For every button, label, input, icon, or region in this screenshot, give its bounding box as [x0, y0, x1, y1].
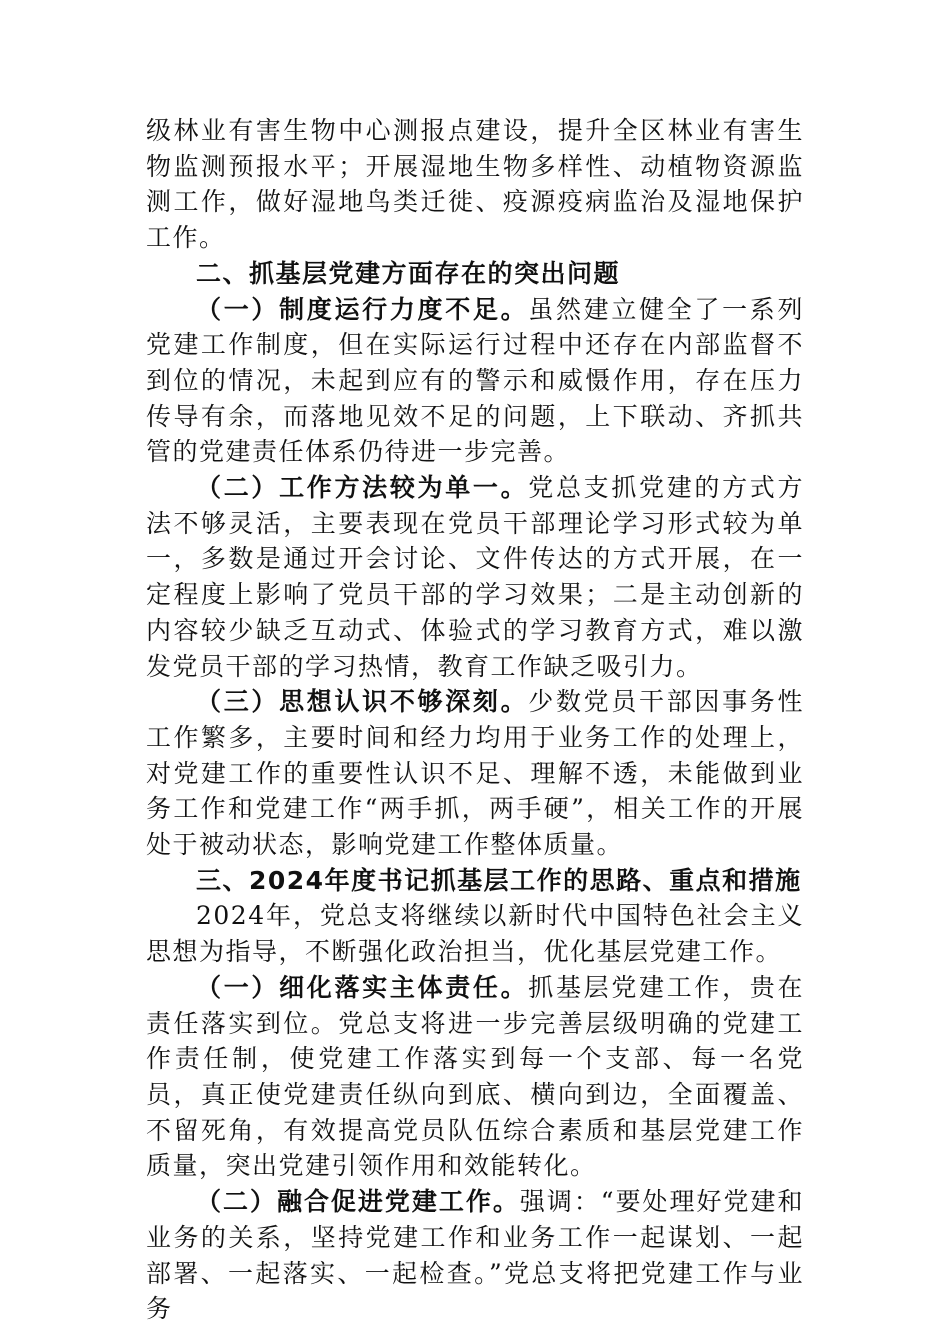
paragraph-body: 强调：“要处理好党建和业务的关系，坚持党建工作和业务工作一起谋划、一起部署、一起落实、一起检查。”党总支将把党建工作与业务	[146, 1187, 804, 1324]
paragraph-intro-2024: 2024年，党总支将继续以新时代中国特色社会主义思想为指导，不断强化政治担当，优化基层党建工作。	[146, 901, 804, 967]
paragraph-body: 党总支抓党建的方式方法不够灵活，主要表现在党员干部理论学习形式较为单一，多数是通过开会讨论、文件传达的方式开展，在一定程度上影响了党员干部的学习效果；二是主动创新的内容较少缺乏互动式、体验式的学习教育方式，难以激发党员干部的学习热情，教育工作缺乏吸引力。	[146, 473, 804, 681]
paragraph-lead: （三）思想认识不够深刻。	[196, 687, 529, 717]
paragraph-lead: （二）工作方法较为单一。	[196, 473, 529, 503]
paragraph-integration	[146, 1184, 804, 1327]
paragraph-responsibility	[146, 970, 804, 1184]
paragraph-body: 抓基层党建工作，贵在责任落实到位。党总支将进一步完善层级明确的党建工作责任制，使党建工作落实到每一个支部、每一名党员，真正使党建责任纵向到底、横向到边，全面覆盖、不留死角，有效提高党员队伍综合素质和基层党建工作质量，突出党建引领作用和效能转化。	[146, 972, 804, 1181]
paragraph-body: 少数党员干部因事务性工作繁多，主要时间和经力均用于业务工作的处理上，对党建工作的重要性认识不足、理解不透，未能做到业务工作和党建工作“两手抓，两手硬”，相关工作的开展处于被动状态，影响党建工作整体质量。	[146, 687, 804, 860]
paragraph-continued: 级林业有害生物中心测报点建设，提升全区林业有害生物监测预报水平；开展湿地生物多样性、动植物资源监测工作，做好湿地鸟类迁徙、疫源疫病监治及湿地保护工作。	[146, 116, 804, 253]
paragraph-awareness	[146, 684, 804, 863]
paragraph-body: 虽然建立健全了一系列党建工作制度，但在实际运行过程中还存在内部监督不到位的情况，未起到应有的警示和威慑作用，存在压力传导有余，而落地见效不足的问题，上下联动、齐抓共管的党建责任体系仍待进一步完善。	[146, 294, 804, 467]
paragraph-lead: （二）融合促进党建工作。	[196, 1187, 520, 1217]
section-heading-plan: 三、2024年度书记抓基层工作的思路、重点和措施	[196, 865, 802, 895]
paragraph-institution	[146, 292, 804, 471]
paragraph-lead: （一）制度运行力度不足。	[196, 294, 529, 324]
section-heading-problems: 二、抓基层党建方面存在的突出问题	[196, 258, 621, 288]
paragraph-lead: （一）细化落实主体责任。	[196, 972, 529, 1002]
paragraph-methods	[146, 470, 804, 684]
document-page	[146, 113, 804, 1327]
